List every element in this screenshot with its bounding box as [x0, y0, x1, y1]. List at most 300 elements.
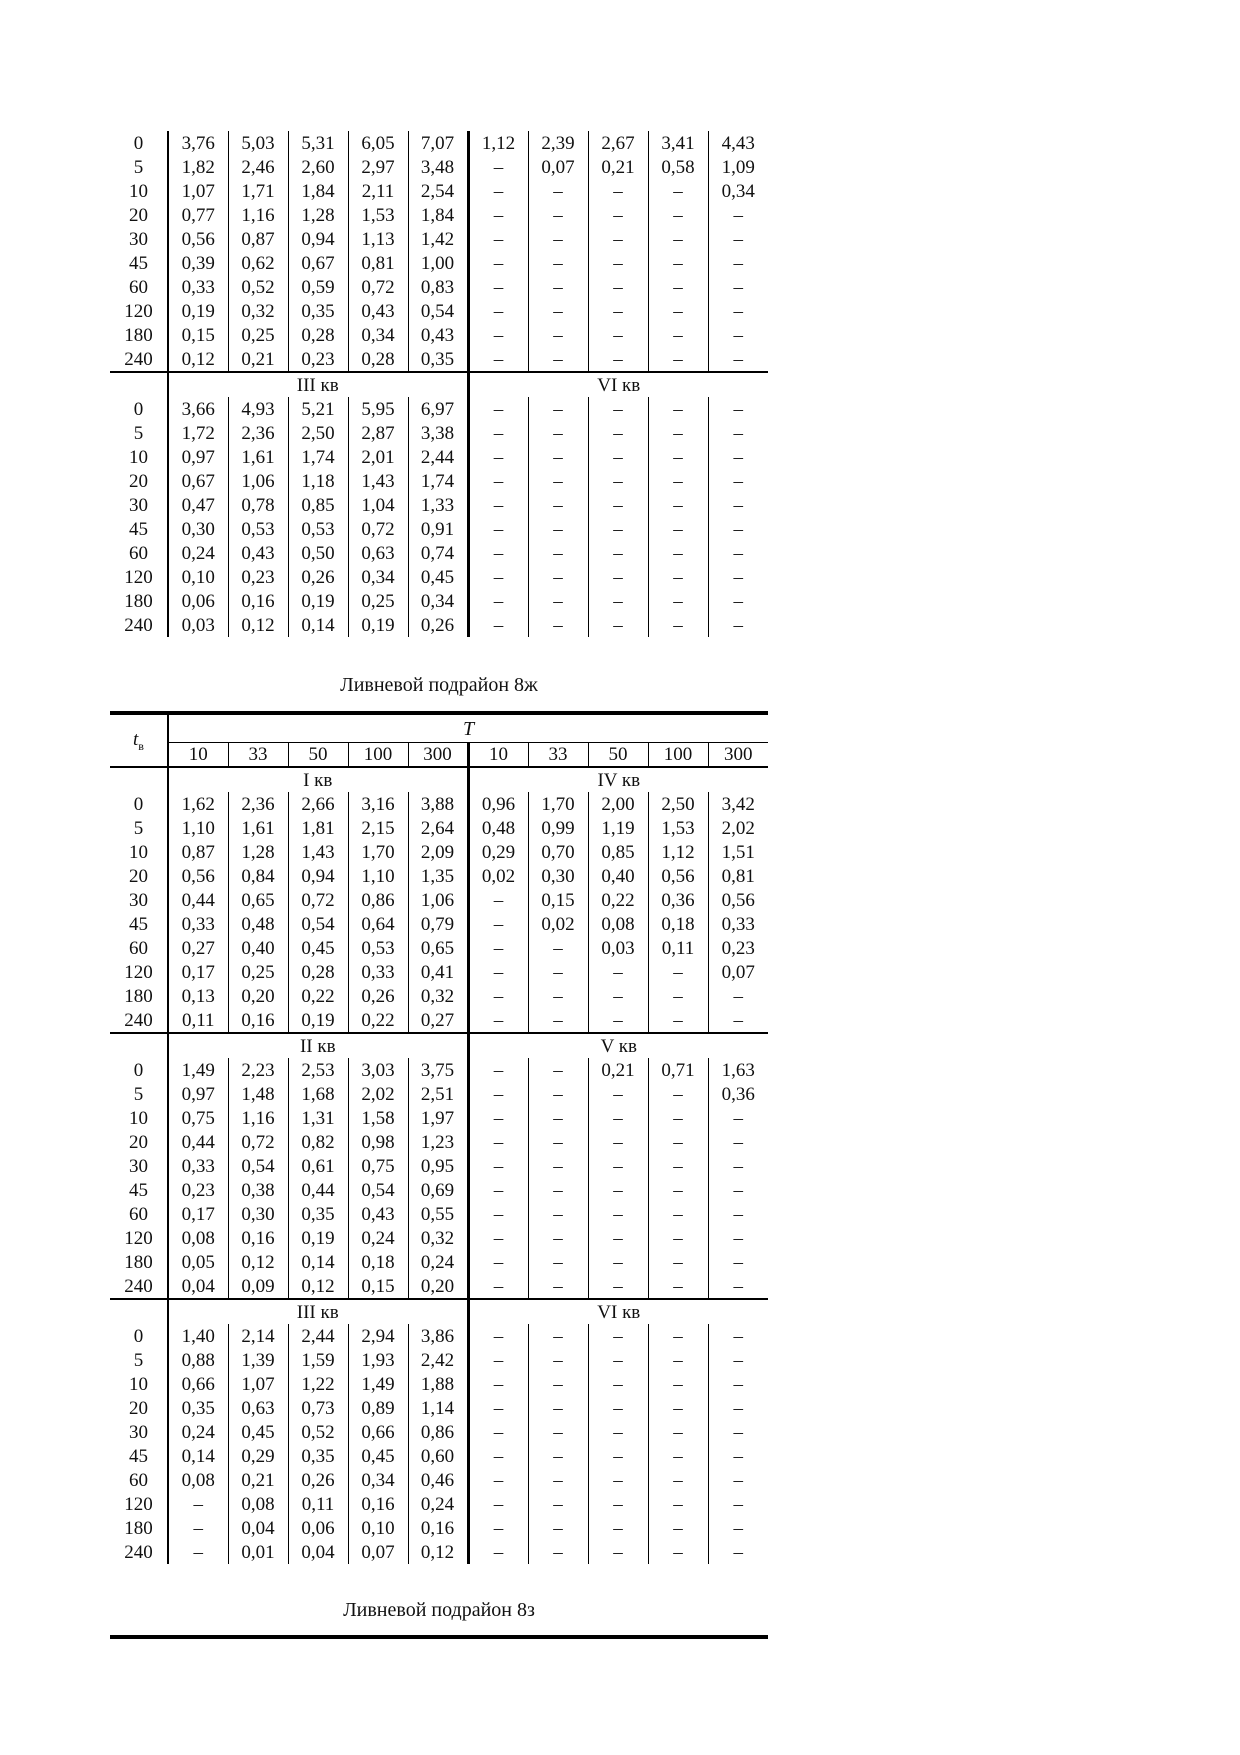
data-cell: 3,66	[168, 397, 228, 421]
duration-value: 180	[124, 590, 153, 612]
data-cell: 0,21	[588, 1058, 648, 1082]
data-cell: –	[528, 1492, 588, 1516]
data-cell: 0,64	[348, 912, 408, 936]
table-row	[110, 565, 768, 589]
data-cell: 0,08	[588, 912, 648, 936]
data-cell: 0,77	[168, 203, 228, 227]
data-cell: 1,74	[288, 445, 348, 469]
data-cell: 5,31	[288, 131, 348, 155]
data-cell: 0,10	[348, 1516, 408, 1540]
table-row	[110, 1444, 768, 1468]
section-spacer	[110, 767, 168, 792]
data-cell: –	[468, 936, 528, 960]
data-cell: –	[588, 960, 648, 984]
duration-value: 60	[129, 542, 148, 564]
data-cell: 1,81	[288, 816, 348, 840]
data-cell: 0,18	[648, 912, 708, 936]
duration-value: 180	[124, 985, 153, 1007]
table-row	[110, 1396, 768, 1420]
data-cell: –	[648, 323, 708, 347]
data-cell: 0,70	[528, 840, 588, 864]
quarter-label-right: V кв	[468, 1033, 768, 1058]
data-cell: –	[588, 565, 648, 589]
data-cell: –	[708, 1202, 768, 1226]
data-cell: 0,52	[288, 1420, 348, 1444]
data-cell: 1,42	[408, 227, 468, 251]
data-cell: 1,97	[408, 1106, 468, 1130]
data-cell: 0,25	[348, 589, 408, 613]
data-cell: –	[588, 397, 648, 421]
data-cell: 1,63	[708, 1058, 768, 1082]
data-cell: –	[588, 984, 648, 1008]
data-cell: –	[468, 323, 528, 347]
data-cell: 0,23	[228, 565, 288, 589]
data-cell: –	[528, 347, 588, 372]
quarter-label-left: II кв	[168, 1033, 468, 1058]
table-row	[110, 613, 768, 637]
table-row	[110, 347, 768, 372]
data-cell: 1,10	[348, 864, 408, 888]
data-cell: 1,16	[228, 203, 288, 227]
data-cell: 0,30	[168, 517, 228, 541]
duration-value: 30	[129, 1421, 148, 1443]
data-cell: –	[588, 1130, 648, 1154]
duration-value: 10	[129, 1107, 148, 1129]
table-row	[110, 1420, 768, 1444]
table-row	[110, 1226, 768, 1250]
data-cell: 0,34	[348, 323, 408, 347]
data-cell: 0,28	[288, 960, 348, 984]
data-cell: 0,83	[408, 275, 468, 299]
data-cell: 0,24	[168, 541, 228, 565]
data-cell: –	[588, 1372, 648, 1396]
table-row	[110, 421, 768, 445]
data-cell: 0,82	[288, 1130, 348, 1154]
table-row	[110, 864, 768, 888]
table-row	[110, 397, 768, 421]
data-cell: –	[648, 517, 708, 541]
data-cell: 0,65	[228, 888, 288, 912]
data-cell: –	[708, 299, 768, 323]
data-cell: 0,19	[288, 1226, 348, 1250]
data-cell: –	[468, 227, 528, 251]
data-cell: –	[588, 493, 648, 517]
data-cell: 0,04	[228, 1516, 288, 1540]
data-cell: 1,84	[288, 179, 348, 203]
data-cell: 0,63	[228, 1396, 288, 1420]
data-cell: 1,33	[408, 493, 468, 517]
quarter-label-right: IV кв	[468, 767, 768, 792]
section-spacer	[110, 1033, 168, 1058]
data-cell: –	[528, 179, 588, 203]
data-cell: 3,76	[168, 131, 228, 155]
table-row	[110, 541, 768, 565]
data-cell: –	[588, 613, 648, 637]
quarter-label-right: VI кв	[468, 372, 768, 397]
data-cell: –	[648, 1202, 708, 1226]
data-cell: 0,08	[228, 1492, 288, 1516]
duration-value: 60	[129, 937, 148, 959]
data-cell: 0,11	[648, 936, 708, 960]
data-cell: 0,23	[288, 347, 348, 372]
data-cell: 0,14	[288, 613, 348, 637]
data-cell: 0,30	[528, 864, 588, 888]
duration-value: 120	[124, 961, 153, 983]
data-cell: 0,28	[288, 323, 348, 347]
data-cell: –	[648, 1082, 708, 1106]
data-cell: –	[708, 251, 768, 275]
data-cell: 0,02	[468, 864, 528, 888]
data-cell: –	[648, 1516, 708, 1540]
data-cell: –	[588, 1274, 648, 1299]
data-cell: 0,53	[348, 936, 408, 960]
section-spacer	[110, 1299, 168, 1324]
data-cell: 2,54	[408, 179, 468, 203]
data-cell: 0,26	[348, 984, 408, 1008]
data-cell: 0,54	[288, 912, 348, 936]
data-cell: –	[528, 1226, 588, 1250]
data-cell: 0,79	[408, 912, 468, 936]
data-cell: –	[528, 1274, 588, 1299]
duration-value: 45	[129, 1445, 148, 1467]
data-cell: –	[588, 1226, 648, 1250]
data-cell: 0,21	[228, 1468, 288, 1492]
data-cell: 0,47	[168, 493, 228, 517]
data-cell: –	[588, 1540, 648, 1564]
data-cell: –	[588, 323, 648, 347]
data-cell: 0,24	[348, 1226, 408, 1250]
data-cell: 0,26	[288, 565, 348, 589]
data-cell: 6,05	[348, 131, 408, 155]
data-cell: 0,16	[408, 1516, 468, 1540]
data-cell: –	[648, 347, 708, 372]
data-cell: 0,08	[168, 1468, 228, 1492]
data-cell: –	[528, 1178, 588, 1202]
data-cell: 5,03	[228, 131, 288, 155]
data-cell: –	[468, 912, 528, 936]
data-cell: 0,62	[228, 251, 288, 275]
data-cell: –	[528, 517, 588, 541]
duration-value: 240	[124, 348, 153, 370]
data-cell: 0,13	[168, 984, 228, 1008]
data-cell: 5,95	[348, 397, 408, 421]
duration-value: 30	[129, 1155, 148, 1177]
data-cell: –	[468, 251, 528, 275]
data-cell: 1,49	[348, 1372, 408, 1396]
data-cell: 1,53	[648, 816, 708, 840]
data-cell: 0,14	[288, 1250, 348, 1274]
data-cell: 3,42	[708, 792, 768, 816]
data-cell: 0,46	[408, 1468, 468, 1492]
data-cell: –	[528, 1516, 588, 1540]
data-cell: –	[588, 1106, 648, 1130]
duration-value: 120	[124, 566, 153, 588]
data-cell: 3,88	[408, 792, 468, 816]
data-cell: 0,17	[168, 1202, 228, 1226]
data-cell: 0,34	[348, 1468, 408, 1492]
data-cell: 3,86	[408, 1324, 468, 1348]
data-cell: –	[468, 1468, 528, 1492]
data-cell: 0,20	[408, 1274, 468, 1299]
data-cell: –	[708, 1420, 768, 1444]
quarter-label-right: VI кв	[468, 1299, 768, 1324]
data-cell: 2,23	[228, 1058, 288, 1082]
data-cell: 0,72	[228, 1130, 288, 1154]
return-period-value: 10	[468, 743, 528, 768]
table-row	[110, 203, 768, 227]
data-cell: –	[588, 1250, 648, 1274]
data-cell: 0,07	[348, 1540, 408, 1564]
data-cell: 1,23	[408, 1130, 468, 1154]
data-cell: 1,48	[228, 1082, 288, 1106]
duration-value: 45	[129, 252, 148, 274]
data-cell: 0,21	[588, 155, 648, 179]
data-cell: –	[588, 1420, 648, 1444]
data-cell: 0,55	[408, 1202, 468, 1226]
table-row	[110, 1250, 768, 1274]
data-cell: –	[588, 1178, 648, 1202]
duration-value: 240	[124, 1541, 153, 1563]
data-cell: 0,98	[348, 1130, 408, 1154]
duration-value: 10	[129, 180, 148, 202]
data-cell: 1,39	[228, 1348, 288, 1372]
data-cell: 0,32	[228, 299, 288, 323]
data-cell: 0,07	[528, 155, 588, 179]
data-cell: –	[468, 155, 528, 179]
data-cell: 0,15	[168, 323, 228, 347]
data-cell: 0,21	[228, 347, 288, 372]
data-cell: –	[708, 1154, 768, 1178]
data-cell: 0,43	[408, 323, 468, 347]
subdistrict-title-8zh: Ливневой подрайон 8ж	[340, 674, 538, 696]
data-cell: 0,75	[348, 1154, 408, 1178]
duration-value: 240	[124, 614, 153, 636]
data-cell: 0,29	[468, 840, 528, 864]
data-cell: 0,44	[168, 1130, 228, 1154]
data-cell: –	[468, 1324, 528, 1348]
data-cell: –	[708, 565, 768, 589]
data-cell: –	[528, 323, 588, 347]
duration-value: 60	[129, 1469, 148, 1491]
data-cell: –	[468, 179, 528, 203]
data-cell: 0,45	[348, 1444, 408, 1468]
return-period-value: 33	[528, 743, 588, 768]
data-cell: –	[468, 1372, 528, 1396]
data-cell: 0,17	[168, 960, 228, 984]
data-cell: 0,44	[288, 1178, 348, 1202]
data-cell: –	[528, 299, 588, 323]
data-cell: 0,72	[288, 888, 348, 912]
data-cell: –	[708, 1226, 768, 1250]
data-cell: 1,70	[528, 792, 588, 816]
data-cell: 0,12	[408, 1540, 468, 1564]
data-cell: 0,07	[708, 960, 768, 984]
data-cell: 0,54	[408, 299, 468, 323]
data-cell: –	[468, 1154, 528, 1178]
data-cell: –	[588, 469, 648, 493]
data-cell: –	[468, 1274, 528, 1299]
duration-value: 30	[129, 889, 148, 911]
data-cell: 0,52	[228, 275, 288, 299]
data-cell: 2,15	[348, 816, 408, 840]
data-cell: –	[708, 1540, 768, 1564]
data-cell: –	[468, 1250, 528, 1274]
data-cell: –	[708, 469, 768, 493]
duration-value: 120	[124, 1227, 153, 1249]
data-cell: 1,09	[708, 155, 768, 179]
data-cell: –	[468, 347, 528, 372]
data-cell: 6,97	[408, 397, 468, 421]
duration-value: 20	[129, 1397, 148, 1419]
data-cell: 0,19	[348, 613, 408, 637]
duration-value: 0	[133, 132, 144, 154]
data-cell: 0,43	[228, 541, 288, 565]
quarter-label-left: III кв	[168, 372, 468, 397]
data-cell: 2,00	[588, 792, 648, 816]
data-cell: –	[648, 179, 708, 203]
data-cell: –	[648, 1154, 708, 1178]
data-cell: 2,14	[228, 1324, 288, 1348]
data-cell: 2,11	[348, 179, 408, 203]
data-cell: –	[648, 1420, 708, 1444]
data-cell: –	[648, 299, 708, 323]
table-row	[110, 155, 768, 179]
data-cell: –	[708, 1250, 768, 1274]
data-cell: 3,75	[408, 1058, 468, 1082]
data-cell: –	[648, 397, 708, 421]
data-cell: 2,51	[408, 1082, 468, 1106]
data-cell: 0,09	[228, 1274, 288, 1299]
data-cell: –	[708, 1274, 768, 1299]
duration-value: 60	[129, 1203, 148, 1225]
data-cell: 1,40	[168, 1324, 228, 1348]
data-cell: 2,64	[408, 816, 468, 840]
data-cell: –	[588, 1492, 648, 1516]
data-cell: 2,42	[408, 1348, 468, 1372]
duration-column-header: $t_в$	[133, 728, 144, 753]
data-cell: –	[588, 589, 648, 613]
data-cell: –	[528, 1324, 588, 1348]
table-row	[110, 1202, 768, 1226]
data-cell: –	[648, 960, 708, 984]
data-cell: 0,86	[408, 1420, 468, 1444]
data-cell: 1,35	[408, 864, 468, 888]
data-cell: 0,78	[228, 493, 288, 517]
data-cell: –	[528, 1444, 588, 1468]
data-cell: 2,94	[348, 1324, 408, 1348]
data-cell: –	[588, 1444, 648, 1468]
data-cell: –	[468, 1540, 528, 1564]
data-cell: 0,01	[228, 1540, 288, 1564]
data-cell: –	[468, 589, 528, 613]
data-cell: 0,97	[168, 445, 228, 469]
data-cell: –	[468, 445, 528, 469]
data-cell: 0,69	[408, 1178, 468, 1202]
data-cell: 0,04	[168, 1274, 228, 1299]
data-cell: 0,33	[168, 912, 228, 936]
data-cell: 0,53	[228, 517, 288, 541]
duration-value: 5	[133, 1083, 144, 1105]
data-cell: –	[648, 613, 708, 637]
data-cell: –	[708, 1348, 768, 1372]
data-cell: –	[648, 984, 708, 1008]
data-cell: 1,18	[288, 469, 348, 493]
table-row	[110, 251, 768, 275]
data-cell: 0,53	[288, 517, 348, 541]
data-cell: 0,75	[168, 1106, 228, 1130]
data-cell: –	[708, 1130, 768, 1154]
data-cell: 0,19	[288, 1008, 348, 1033]
data-cell: 1,51	[708, 840, 768, 864]
data-cell: –	[708, 323, 768, 347]
data-cell: –	[708, 397, 768, 421]
section-spacer	[110, 372, 168, 397]
data-cell: –	[168, 1492, 228, 1516]
data-cell: –	[588, 1202, 648, 1226]
data-cell: 1,82	[168, 155, 228, 179]
data-cell: 0,18	[348, 1250, 408, 1274]
table-continuation	[110, 131, 768, 637]
data-cell: –	[648, 1106, 708, 1130]
table-row	[110, 299, 768, 323]
table-row	[110, 493, 768, 517]
return-period-header: T	[168, 713, 768, 743]
data-cell: –	[588, 1008, 648, 1033]
data-cell: –	[528, 421, 588, 445]
data-cell: –	[708, 227, 768, 251]
data-cell: 0,25	[228, 323, 288, 347]
data-cell: 0,16	[228, 589, 288, 613]
duration-value: 45	[129, 518, 148, 540]
data-cell: –	[468, 613, 528, 637]
table-row	[110, 1492, 768, 1516]
duration-value: 0	[133, 793, 144, 815]
table-row	[110, 1106, 768, 1130]
data-cell: –	[528, 1372, 588, 1396]
table-row	[110, 589, 768, 613]
data-cell: –	[528, 1468, 588, 1492]
data-cell: 0,24	[408, 1250, 468, 1274]
duration-value: 20	[129, 470, 148, 492]
data-cell: 0,22	[348, 1008, 408, 1033]
data-cell: –	[648, 1540, 708, 1564]
data-cell: 2,44	[408, 445, 468, 469]
data-cell: –	[708, 589, 768, 613]
data-cell: –	[648, 1396, 708, 1420]
data-cell: 0,48	[228, 912, 288, 936]
table-row	[110, 960, 768, 984]
data-cell: 0,24	[408, 1492, 468, 1516]
table-8zh-slot	[110, 711, 768, 1564]
data-cell: 1,62	[168, 792, 228, 816]
data-cell: 3,03	[348, 1058, 408, 1082]
data-cell: –	[468, 1516, 528, 1540]
data-cell: 1,22	[288, 1372, 348, 1396]
data-cell: 0,56	[708, 888, 768, 912]
data-cell: 0,33	[168, 1154, 228, 1178]
data-cell: 1,61	[228, 816, 288, 840]
data-cell: –	[648, 589, 708, 613]
data-cell: –	[648, 445, 708, 469]
data-cell: –	[648, 203, 708, 227]
data-cell: –	[588, 1516, 648, 1540]
data-cell: –	[528, 613, 588, 637]
data-cell: 0,19	[288, 589, 348, 613]
data-cell: –	[648, 227, 708, 251]
table-row	[110, 517, 768, 541]
table-row	[110, 840, 768, 864]
data-cell: –	[468, 1226, 528, 1250]
